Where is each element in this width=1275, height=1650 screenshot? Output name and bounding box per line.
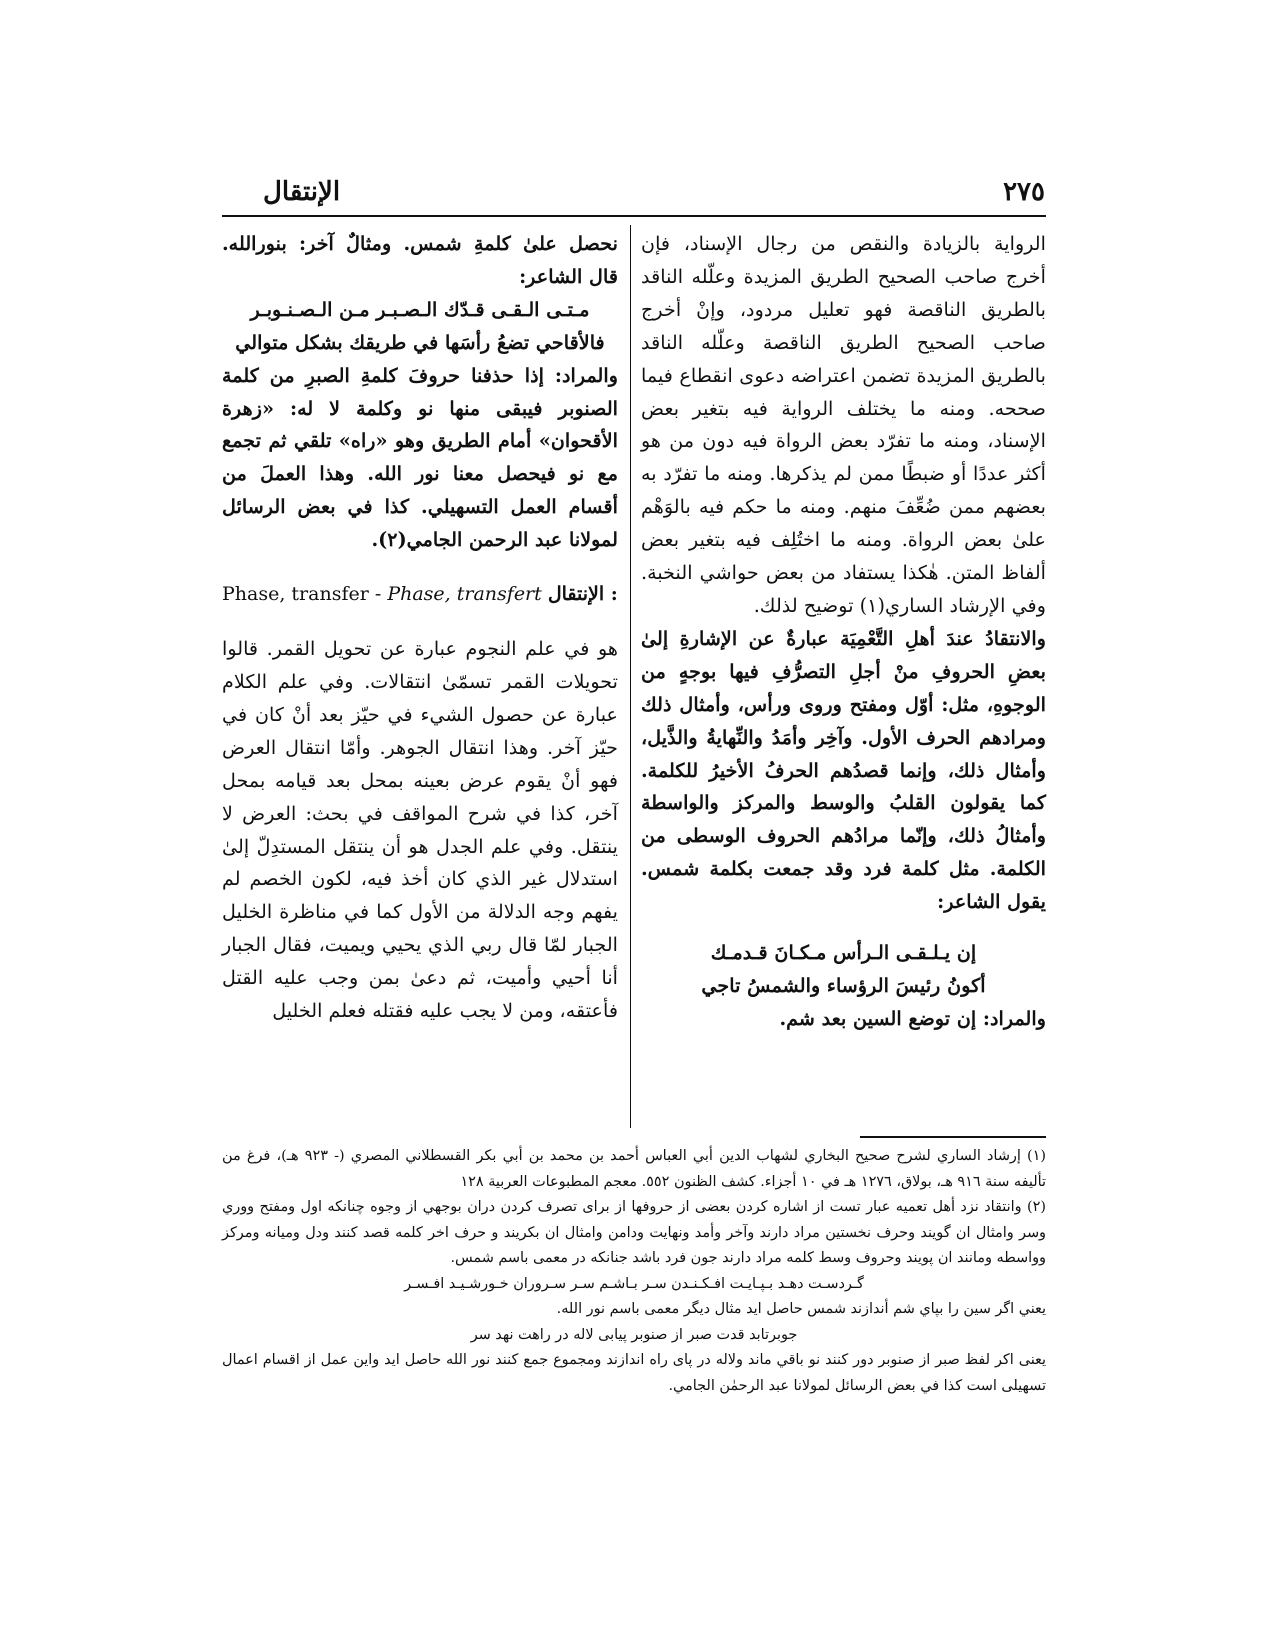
running-header-title: الإنتقال — [263, 177, 341, 207]
right-closing-line: والمراد: إن توضع السين بعد شم. — [779, 1006, 1046, 1030]
footnote-2: (٢) وانتقاد نزد أهل تعميه عبار تست از اشاره كردن بعضى از حروفها از براى تصرف كردن دران بوجهي از وجوه چنانكه اول ومفتح ووري وسر وامثال ان گويند وحرف نخستين مراد دارند وآخر وأمد ونهايت ودامن وامثال ان بكريند و حرف اخر كلمه قصد كنند ودل وميانه ومركز وواسطه ومانند ان پويند وحروف وسط كلمه مراد دارند جون فرد باشد جنانكه در معمى باسم شمس. — [222, 1199, 1046, 1266]
column-divider — [630, 225, 631, 1128]
right-paragraph-2: والانتقادُ عندَ أهلِ التَّعْمِيَة عبارةٌ عن الإشارةِ إلىٰ بعضِ الحروفِ منْ أجلِ التصرُّفِ فيها بوجهٍ من الوجوهِ، مثل: أوّل ومفتح وروى ورأس، وأمثال ذلك ومرادهم الحرف الأول. وآخِر وأمَدُ والنِّهايةُ والذَّيل، وأمثال ذلك، وإنما قصدُهم الحرفُ الأخيرُ للكلمة. كما يقولون القلبُ والوسط والمركز والواسطة وأمثالُ ذلك، وإنّما مرادُهم الحروف الوسطى من الكلمة. مثل كلمة فرد وقد جمعت بكلمة شمس. يقول الشاعر: — [641, 626, 1046, 914]
footnote-line-1: يعني اگر سين را بپاي شم أندازند شمس حاصل ايد مثال ديگر معمى باسم نور الله. — [556, 1301, 1046, 1317]
right-verse-line-2: أكونُ رئيسَ الرؤساء والشمسُ تاجي — [701, 973, 986, 997]
footnote-verse-1: گـردسـت دهـد بـپـايـت افـكـنـدن سـر بـاشـم سـر سـروران خـورشـيـد افـسـر — [404, 1275, 864, 1292]
left-verse-line-2: فالأقاحي تضعُ رأسَها في طريقك بشكل متوالي — [235, 330, 605, 354]
footnote-line-2: يعنى اكر لفظ صبر از صنوبر دور كنند نو باقي ماند ولاله در پاى راه اندازند ومجموع جمع كنند نور الله حاصل ايد واين عمل از اقسام اعمال تسهيلى است كذا في بعض الرسائل لمولانا عبد الرحمٰن الجامي. — [222, 1352, 1046, 1394]
footnote-rule — [860, 1136, 1046, 1138]
entry-heading — [222, 579, 618, 609]
right-paragraph-1: الرواية بالزيادة والنقص من رجال الإسناد، فإن أخرج صاحب الصحيح الطريق المزيدة وعلّله الناقد بالطريق الناقصة فهو تعليل مردود، وإنْ أخرج صاحب الصحيح الطريق الناقصة وعلّله الناقد بالطريق المزيدة تضمن اعتراضه دعوى انقطاع فيما صححه. ومنه ما يختلف الرواية فيه بتغير بعض الإسناد، ومنه ما تفرّد بعض الرواة فيه دون من هو أكثر عددًا أو ضبطًا ممن لم يذكرها. ومنه ما تفرّد به بعضهم ممن ضُعِّفَ منهم. ومنه ما حكم فيه بالوَهْم علىٰ بعض الرواة. ومنه ما اختُلِف فيه بتغير بعض ألفاظ المتن. هٰكذا يستفاد من بعض حواشي النخبة. وفي الإرشاد الساري(١) توضيح لذلك. — [641, 232, 1046, 617]
left-opening: نحصل علىٰ كلمةِ شمس. ومثالٌ آخر: بنورالله. قال الشاعر: — [222, 232, 618, 288]
page-number: ٢٧٥ — [1003, 177, 1045, 207]
entry-term-ar: الإنتقال : — [547, 583, 618, 606]
right-column — [641, 228, 1046, 1036]
footnote-1: (١) إرشاد الساري لشرح صحيح البخاري لشهاب الدين أبي العباس أحمد بن محمد بن أبي بكر القسطلاني المصري (- ٩٢٣ هـ)، فرغ من تأليفه سنة ٩١٦ هـ، بولاق، ١٢٧٦ هـ في ١٠ أجزاء. كشف الظنون ٥٥٢. معجم المطبوعات العربية ١٢٨ — [222, 1148, 1046, 1190]
entry-term-fr: Phase, transfert — [387, 583, 542, 606]
left-entry-body: هو في علم النجوم عبارة عن تحويل القمر. قالوا تحويلات القمر تسمّىٰ انتقالات. وفي علم الكلام عبارة عن حصول الشيء في حيّز بعد أنْ كان في حيّز آخر. وهذا انتقال الجوهر. وأمّا انتقال العرض فهو أنْ يقوم عرض بعينه بمحل بعد قيامه بمحل آخر، كذا في شرح المواقف في بحث: العرض لا ينتقل. وفي علم الجدل هو أن ينتقل المستدِلّ إلىٰ استدلال غير الذي كان أخذ فيه، لكون الخصم لم يفهم وجه الدلالة من الأول كما في مناظرة الخليل الجبار لمّا قال ربي الذي يحيي ويميت، فقال الجبار أنا أحيي وأميت، ثم دعىٰ بمن وجب عليه القتل فأعتقه، ومن لا يجب عليه فقتله فعلم الخليل — [222, 637, 618, 1023]
left-column — [222, 228, 618, 1028]
entry-term-en: Phase, transfer - — [222, 583, 382, 606]
right-verse-line-1: إن يـلـقـى الـرأس مـكـانَ قـدمـك — [710, 941, 977, 965]
footnote-verse-2: جوبرتابد قدت صبر از صنوبر پيابى لاله در راهت نهد سر — [470, 1326, 798, 1343]
left-verse-line-1: مـتـى الـقـى قـدّك الـصـبـر مـن الـصـنـوبـر — [250, 297, 590, 321]
footnotes — [222, 1144, 1046, 1399]
header-rule — [222, 215, 1046, 217]
left-explanation: والمراد: إذا حذفنا حروفَ كلمةِ الصبرِ من كلمة الصنوبر فيبقى منها نو وكلمة لا له: «زهرة الأقحوان» أمام الطريق وهو «راه» تلقي ثم تجمع مع نو فيحصل معنا نور الله. وهذا العملَ من أقسام العمل التسهيلي. كذا في بعض الرسائل لمولانا عبد الرحمن الجامي(٢). — [222, 363, 618, 552]
